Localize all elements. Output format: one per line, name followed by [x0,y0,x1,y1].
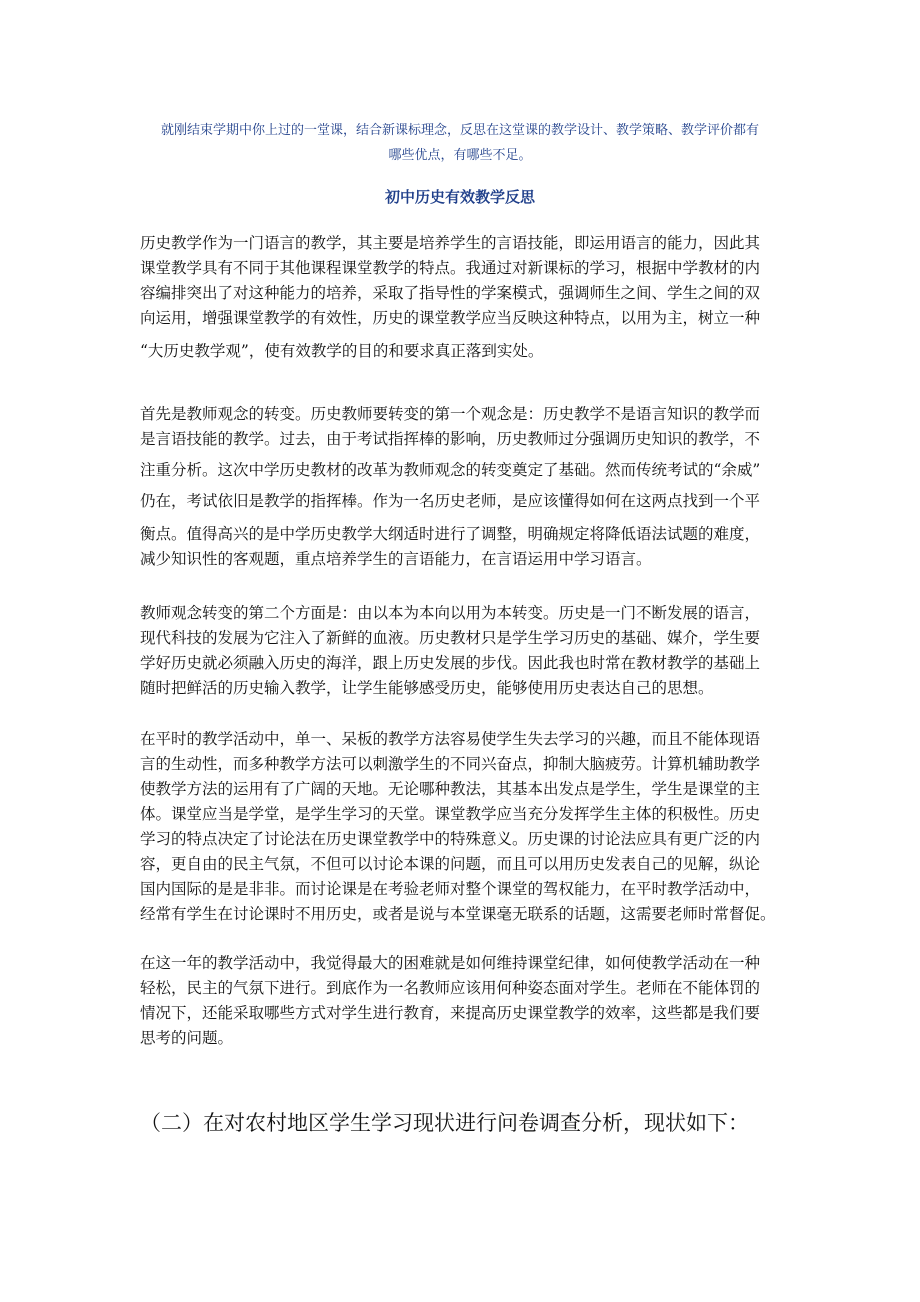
text-line: 在平时的教学活动中，单一、呆板的教学方法容易使学生失去学习的兴趣，而且不能体现语 [140,730,761,748]
text-line: 国内国际的是是非非。而讨论课是在考验老师对整个课堂的驾权能力，在平时教学活动中， [140,880,761,898]
paragraph-classroom-discipline [140,951,788,1051]
paragraph-teaching-methods [140,727,788,927]
text-line: 思考的问题。 [140,1029,234,1047]
text-line: 衡点。值得高兴的是中学历史教学大纲适时进行了调整，明确规定将降低语法试题的难度， [140,525,761,543]
paragraph-teacher-concept [140,402,788,572]
text-line: “大历史教学观”，使有效教学的目的和要求真正落到实处。 [140,342,544,360]
text-line: 言的生动性，而多种教学方法可以刺激学生的不同兴奋点，抑制大脑疲劳。计算机辅助教学 [140,755,761,773]
text-line: 学好历史就必须融入历史的海洋，跟上历史发展的步伐。因此我也时常在教材教学的基础上 [140,654,761,672]
text-line: 现代科技的发展为它注入了新鲜的血液。历史教材只是学生学习历史的基础、媒介，学生要 [140,629,761,647]
text-line: 减少知识性的客观题，重点培养学生的言语能力，在言语运用中学习语言。 [140,550,652,568]
text-line: 首先是教师观念的转变。历史教师要转变的第一个观念是：历史教学不是语言知识的教学而 [140,405,761,423]
text-line: 向运用，增强课堂教学的有效性，历史的课堂教学应当反映这种特点，以用为主，树立一种 [140,309,761,327]
paragraph-second-aspect [140,601,788,701]
text-line: 课堂教学具有不同于其他课程课堂教学的特点。我通过对新课标的学习，根据中学教材的内 [140,259,761,277]
text-line: 是言语技能的教学。过去，由于考试指挥棒的影响，历史教师过分强调历史知识的教学，不 [140,430,761,448]
text-line: 历史教学作为一门语言的教学，其主要是培养学生的言语技能，即运用语言的能力，因此其 [140,234,761,252]
text-line: 教师观念转变的第二个方面是：由以本为本向以用为本转变。历史是一门不断发展的语言， [140,604,761,622]
text-line: 容编排突出了对这种能力的培养，采取了指导性的学案模式，强调师生之间、学生之间的双 [140,284,761,302]
prompt-line: 就刚结束学期中你上过的一堂课，结合新课标理念，反思在这堂课的教学设计、教学策略、教学评价都有 [160,123,759,138]
text-line: 情况下，还能采取哪些方式对学生进行教育，来提高历史课堂教学的效率，这些都是我们要 [140,1004,761,1022]
text-line: 学习的特点决定了讨论法在历史课堂教学中的特殊意义。历史课的讨论法应具有更广泛的内 [140,830,761,848]
text-line: 仍在，考试依旧是教学的指挥棒。作为一名历史老师，是应该懂得如何在这两点找到一个平 [140,492,761,510]
document-title: 初中历史有效教学反思 [384,188,535,206]
prompt-line: 哪些优点，有哪些不足。 [388,148,532,163]
text-line: 注重分析。这次中学历史教材的改革为教师观念的转变奠定了基础。然而传统考试的“余威” [140,461,761,479]
text-line: 容，更自由的民主气氛，不但可以讨论本课的问题，而且可以用历史发表自己的见解，纵论 [140,855,761,873]
assignment-prompt [120,118,800,168]
section-heading: （二）在对农村地区学生学习现状进行问卷调查分析，现状如下： [140,1111,749,1135]
text-line: 体。课堂应当是学堂，是学生学习的天堂。课堂教学应当充分发挥学生主体的积极性。历史 [140,805,761,823]
paragraph-intro [140,231,788,364]
text-line: 随时把鲜活的历史输入教学，让学生能够感受历史，能够使用历史表达自己的思想。 [140,679,714,697]
text-line: 在这一年的教学活动中，我觉得最大的困难就是如何维持课堂纪律，如何使教学活动在一种 [140,954,761,972]
text-line: 经常有学生在讨论课时不用历史，或者是说与本堂课毫无联系的话题，这需要老师时常督促。 [140,905,776,923]
text-line: 使教学方法的运用有了广阔的天地。无论哪种教法，其基本出发点是学生，学生是课堂的主 [140,780,761,798]
text-line: 轻松，民主的气氛下进行。到底作为一名教师应该用何种姿态面对学生。老师在不能体罚的 [140,979,761,997]
